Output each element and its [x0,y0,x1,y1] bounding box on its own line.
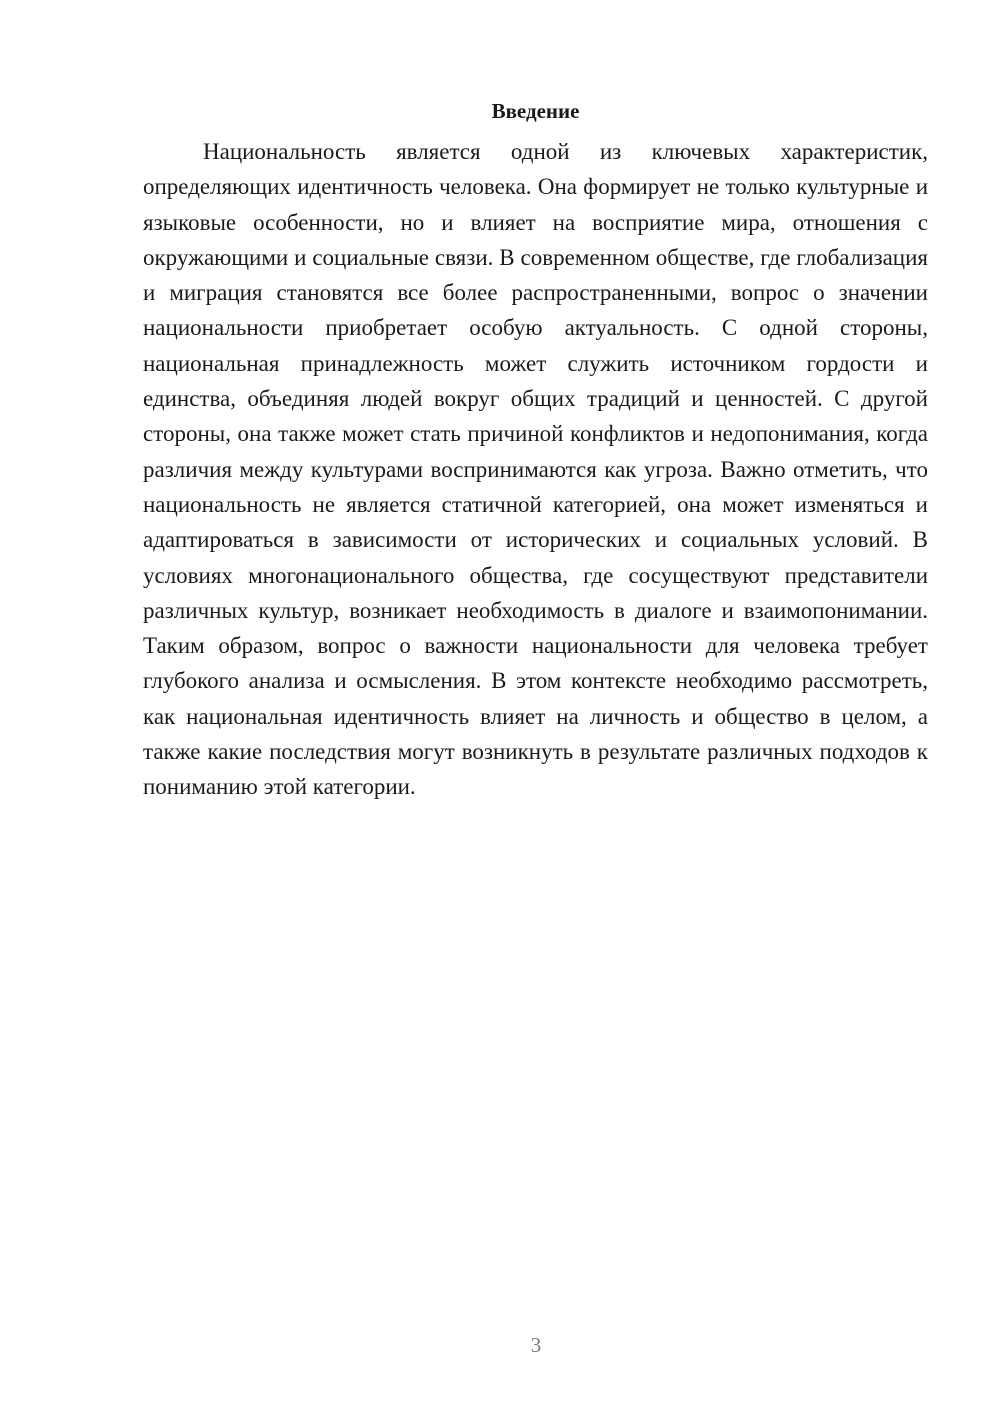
page-content [143,96,928,805]
body-paragraph: Национальность является одной из ключевых характеристик, определяющих идентичность человека. Она формирует не только культурные и языковые особенности, но и влияет на восприятие мира, отношения с окружающими и социальные связи. В современном обществе, где глобализация и миграция становятся все более распространенными, вопрос о значении национальности приобретает особую актуальность. С одной стороны, национальная принадлежность может служить источником гордости и единства, объединяя людей вокруг общих традиций и ценностей. С другой стороны, она также может стать причиной конфликтов и недопонимания, когда различия между культурами воспринимаются как угроза. Важно отметить, что национальность не является статичной категорией, она может изменяться и адаптироваться в зависимости от исторических и социальных условий. В условиях многонационального общества, где сосуществуют представители различных культур, возникает необходимость в диалоге и взаимопонимании. Таким образом, вопрос о важности национальности для человека требует глубокого анализа и осмысления. В этом контексте необходимо рассмотреть, как национальная идентичность влияет на личность и общество в целом, а также какие последствия могут возникнуть в результате различных подходов к пониманию этой категории. [143,139,928,800]
section-title: Введение [491,99,580,123]
page-number: 3 [530,1333,542,1357]
